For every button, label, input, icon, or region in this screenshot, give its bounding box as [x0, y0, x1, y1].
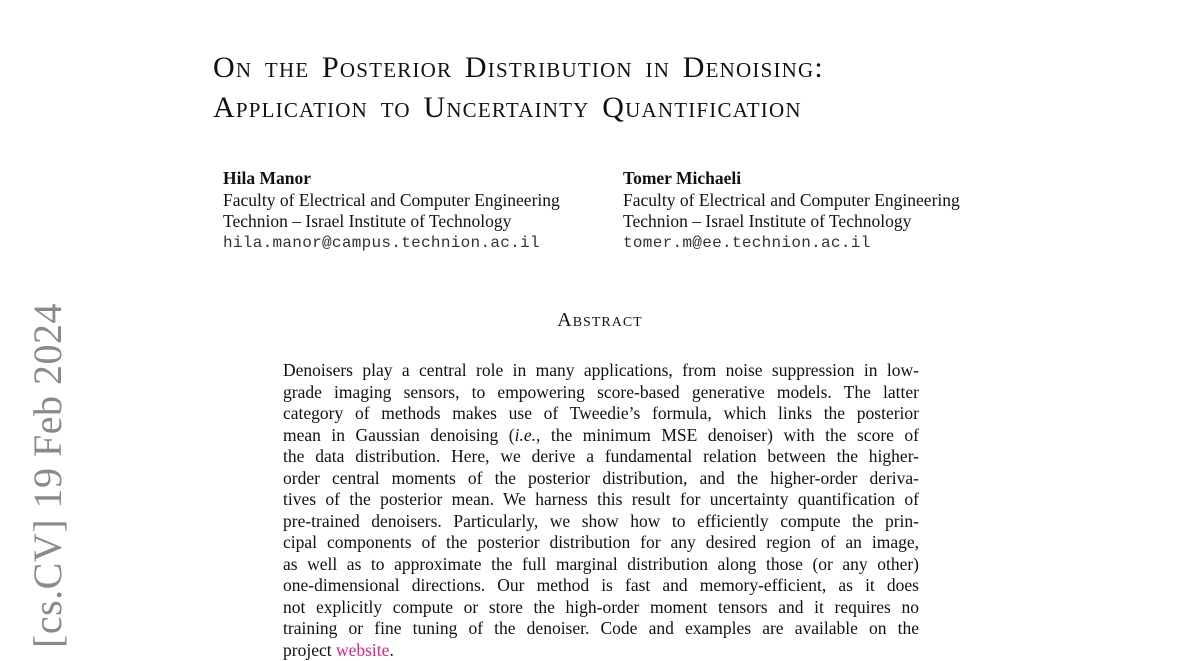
abstract-line: Denoisers play a central role in many applications, from noise suppression in low- — [283, 360, 919, 382]
author-block-1 — [223, 168, 560, 254]
paper-title-line-2: Application to Uncertainty Quantification — [213, 88, 824, 128]
paper-title — [213, 48, 824, 128]
abstract-line: order central moments of the posterior distribution, and the higher-order deriva- — [283, 468, 919, 490]
arxiv-stamp: [cs.CV] 19 Feb 2024 — [28, 288, 68, 648]
author-name: Hila Manor — [223, 168, 560, 190]
abstract-line: one-dimensional directions. Our method is fast and memory-efficient, as it does — [283, 575, 919, 597]
abstract-line: category of methods makes use of Tweedie’s formula, which links the posterior — [283, 403, 919, 425]
abstract-line-with-italic — [283, 425, 919, 447]
abstract-line: the data distribution. Here, we derive a fundamental relation between the higher- — [283, 446, 919, 468]
author-institution: Technion – Israel Institute of Technology — [623, 211, 960, 233]
abstract-heading: Abstract — [0, 309, 1200, 332]
abstract-line: pre-trained denoisers. Particularly, we show how to efficiently compute the prin- — [283, 511, 919, 533]
abstract-line: as well as to approximate the full marginal distribution along those (or any other) — [283, 554, 919, 576]
abstract-line: cipal components of the posterior distribution for any desired region of an image, — [283, 532, 919, 554]
author-email[interactable]: hila.manor@campus.technion.ac.il — [223, 233, 560, 255]
website-link[interactable]: website — [336, 640, 389, 660]
abstract-line-part: mean in Gaussian denoising (i.e., the minimum MSE denoiser) with the score of — [283, 425, 919, 445]
abstract-last-line-prefix: project — [283, 640, 336, 660]
author-block-2 — [623, 168, 960, 254]
abstract-line: grade imaging sensors, to empowering score-based generative models. The latter — [283, 382, 919, 404]
abstract-line: not explicitly compute or store the high-order moment tensors and it requires no — [283, 597, 919, 619]
author-name: Tomer Michaeli — [623, 168, 960, 190]
author-department: Faculty of Electrical and Computer Engineering — [623, 190, 960, 212]
author-institution: Technion – Israel Institute of Technology — [223, 211, 560, 233]
abstract-line: training or fine tuning of the denoiser. Code and examples are available on the — [283, 618, 919, 640]
paper-title-line-1: On the Posterior Distribution in Denoising: — [213, 48, 824, 88]
abstract-body — [283, 360, 919, 661]
abstract-last-line-suffix: . — [389, 640, 393, 660]
abstract-last-line — [283, 640, 919, 661]
author-department: Faculty of Electrical and Computer Engineering — [223, 190, 560, 212]
author-email[interactable]: tomer.m@ee.technion.ac.il — [623, 233, 960, 255]
abstract-line: tives of the posterior mean. We harness this result for uncertainty quantification of — [283, 489, 919, 511]
